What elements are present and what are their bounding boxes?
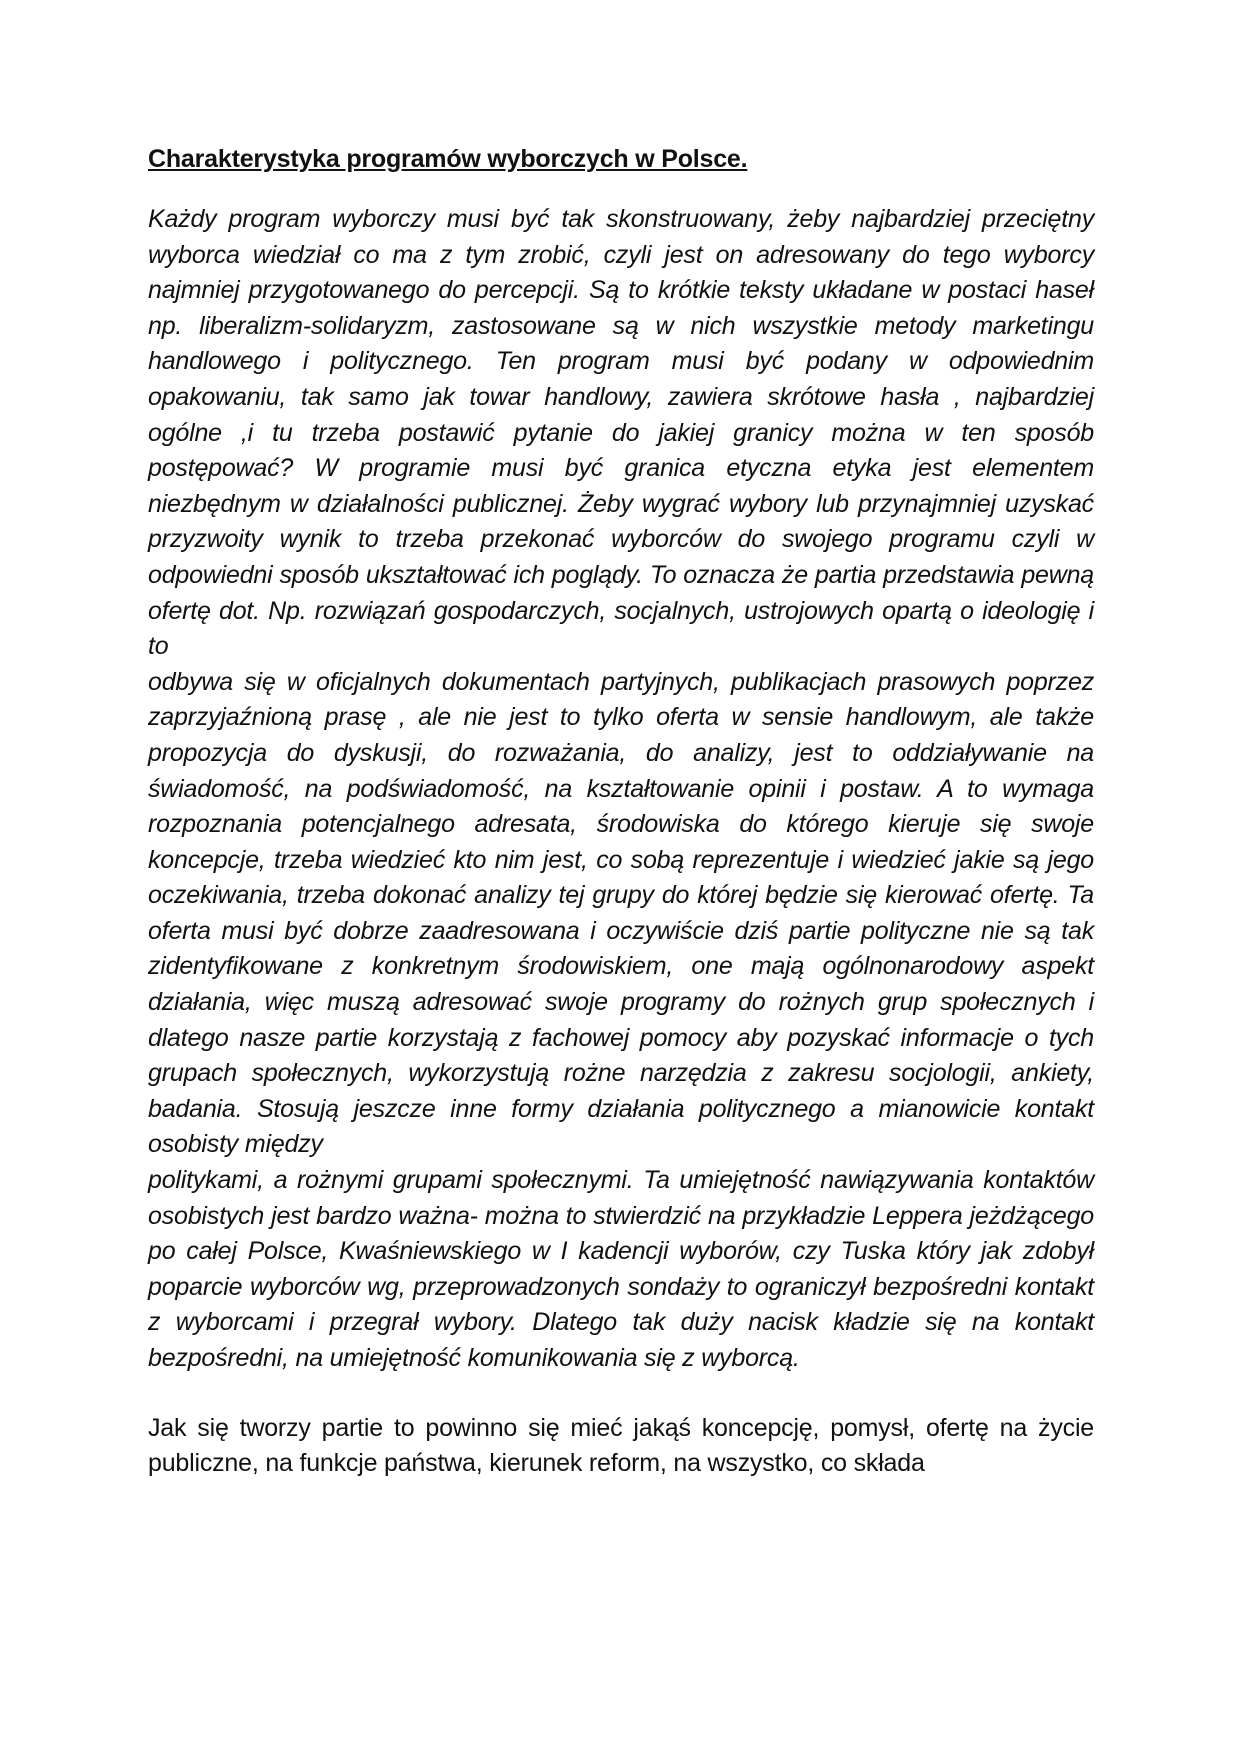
paragraph-3: politykami, a rożnymi grupami społecznymi. Ta umiejętność nawiązywania kontaktów osobistych jest bardzo ważna- można to stwierdzić na przykładzie Leppera jeżdżącego po całej Polsce, Kwaśniewskiego w I kadencji wyborów, czy Tuska który jak zdobył poparcie wyborców wg, przeprowadzonych sondaży to ograniczył bezpośredni kontakt z wyborcami i przegrał wybory. Dlatego tak duży nacisk kładzie się na kontakt bezpośredni, na umiejętność komunikowania się z wyborcą. [148, 1166, 1094, 1372]
document-title: Charakterystyka programów wyborczych w Polsce. [148, 145, 748, 173]
document-body [148, 140, 1094, 1482]
paragraph-4: Jak się tworzy partie to powinno się mieć jakąś koncepcję, pomysł, ofertę na życie publiczne, na funkcje państwa, kierunek reform, na wszystko, co składa [148, 1413, 1094, 1478]
paragraph-1: Każdy program wyborczy musi być tak skonstruowany, żeby najbardziej przeciętny wyborca wiedział co ma z tym zrobić, czyli jest on adresowany do tego wyborcy najmniej przygotowanego do percepcji. Są to krótkie teksty układane w postaci haseł np. liberalizm-solidaryzm, zastosowane są w nich wszystkie metody marketingu handlowego i politycznego. Ten program musi być podany w odpowiednim opakowaniu, tak samo jak towar handlowy, zawiera skrótowe hasła , najbardziej ogólne ,i tu trzeba postawić pytanie do jakiej granicy można w ten sposób postępować? W programie musi być granica etyczna etyka jest elementem niezbędnym w działalności publicznej. Żeby wygrać wybory lub przynajmniej uzyskać przyzwoity wynik to trzeba przekonać wyborców do swojego programu czyli w odpowiedni sposób ukształtować ich poglądy. To oznacza że partia przedstawia pewną ofertę dot. Np. rozwiązań gospodarczych, socjalnych, ustrojowych opartą o ideologię i to [148, 205, 1094, 661]
paragraph-2: odbywa się w oficjalnych dokumentach partyjnych, publikacjach prasowych poprzez zaprzyjaźnioną prasę , ale nie jest to tylko oferta w sensie handlowym, ale także propozycja do dyskusji, do rozważania, do analizy, jest to oddziaływanie na świadomość, na podświadomość, na kształtowanie opinii i postaw. A to wymaga rozpoznania potencjalnego adresata, środowiska do którego kieruje się swoje koncepcje, trzeba wiedzieć kto nim jest, co sobą reprezentuje i wiedzieć jakie są jego oczekiwania, trzeba dokonać analizy tej grupy do której będzie się kierować ofertę. Ta oferta musi być dobrze zaadresowana i oczywiście dziś partie polityczne nie są tak zidentyfikowane z konkretnym środowiskiem, one mają ogólnonarodowy aspekt działania, więc muszą adresować swoje programy do rożnych grup społecznych i dlatego nasze partie korzystają z fachowej pomocy aby pozyskać informacje o tych grupach społecznych, wykorzystują rożne narzędzia z zakresu socjologii, ankiety, badania. Stosują jeszcze inne formy działania politycznego a mianowicie kontakt osobisty między [148, 667, 1094, 1159]
